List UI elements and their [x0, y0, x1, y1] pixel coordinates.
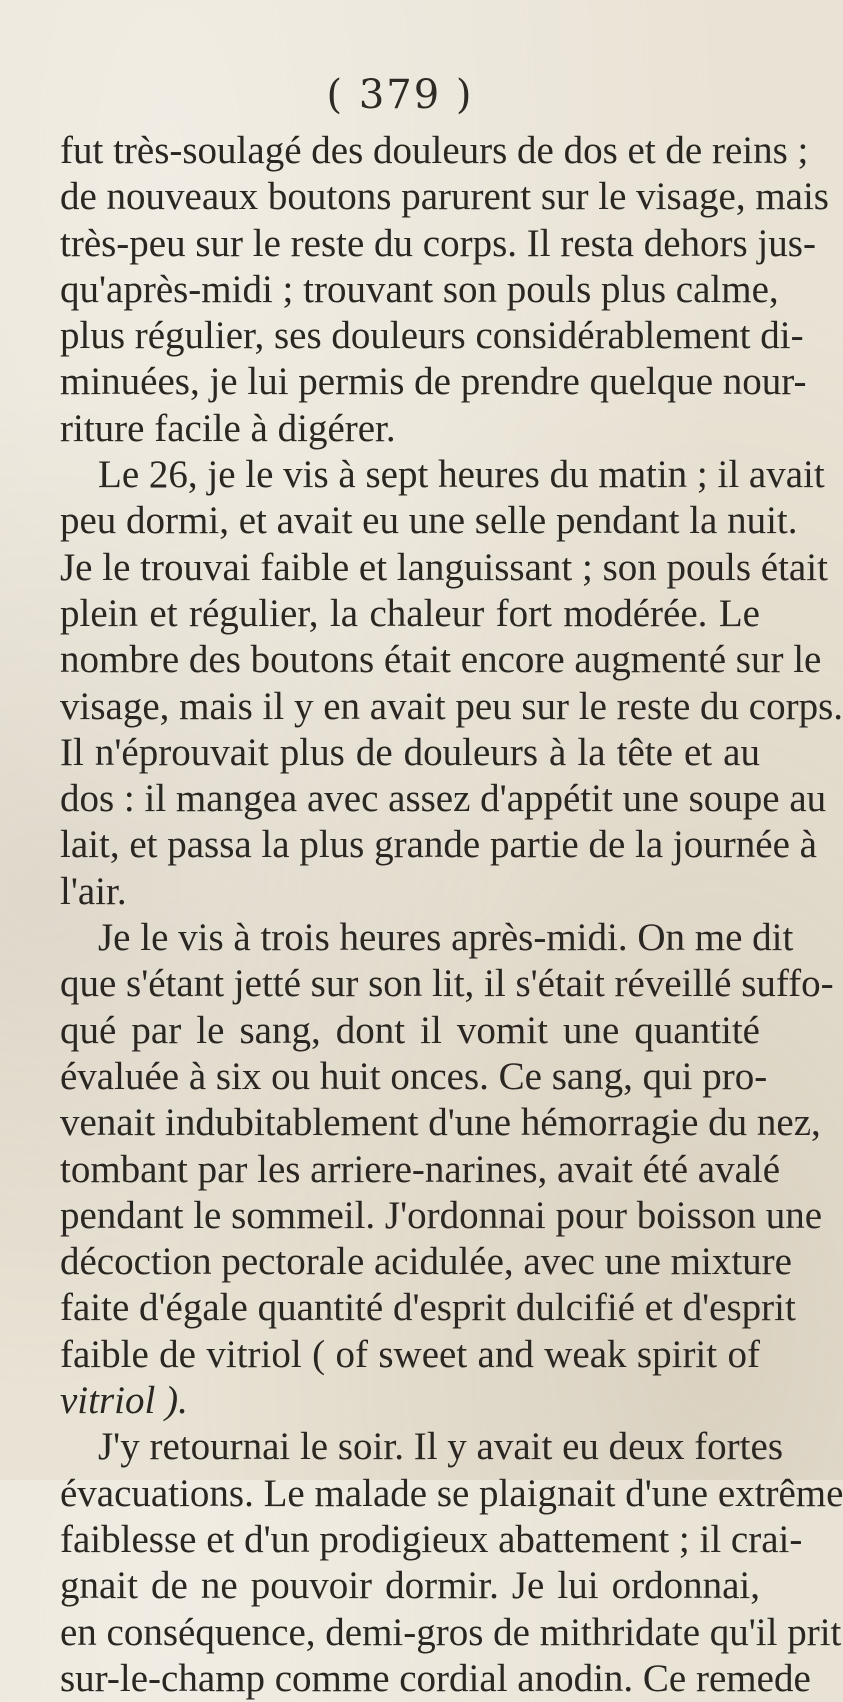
- text-line: faiblesse et d'un prodigieux abattement ; il crai-: [60, 1517, 803, 1561]
- page-number: ( 379 ): [326, 72, 474, 118]
- text-line: l'air.: [60, 869, 127, 913]
- body-text: [60, 128, 843, 1702]
- text-line: de nouveaux boutons parurent sur le visage, mais: [60, 175, 829, 219]
- text-line: faible de vitriol ( of sweet and weak spirit of: [60, 1332, 760, 1376]
- paragraph-1: [60, 128, 829, 452]
- text-line: riture facile à digérer.: [60, 406, 396, 450]
- text-line: sur-le-champ comme cordial anodin. Ce remede: [60, 1656, 811, 1700]
- text-line: décoction pectorale acidulée, avec une mixture: [60, 1240, 792, 1284]
- text-line: peu dormi, et avait eu une selle pendant la nuit.: [60, 499, 798, 543]
- text-line: J'y retournai le soir. Il y avait eu deux fortes: [98, 1425, 783, 1469]
- text-line: pendant le sommeil. J'ordonnai pour boisson une: [60, 1193, 823, 1237]
- text-line: nombre des boutons était encore augmenté sur le: [60, 638, 822, 682]
- text-line: très-peu sur le reste du corps. Il resta dehors jus-: [60, 221, 816, 265]
- text-line: Je le vis à trois heures après-midi. On me dit: [98, 916, 794, 960]
- text-line: évaluée à six ou huit onces. Ce sang, qui pro-: [60, 1054, 768, 1098]
- text-line: qué par le sang, dont il vomit une quantité: [60, 1008, 760, 1052]
- text-line: venait indubitablement d'une hémorragie du nez,: [60, 1101, 821, 1145]
- text-line: qu'après-midi ; trouvant son pouls plus calme,: [60, 267, 779, 311]
- paragraph-4: [60, 1424, 843, 1702]
- text-line: lait, et passa la plus grande partie de la journée à: [60, 823, 817, 867]
- text-line: faite d'égale quantité d'esprit dulcifié et d'esprit: [60, 1286, 796, 1330]
- text-line: Je le trouvai faible et languissant ; son pouls était: [60, 545, 828, 589]
- text-line: visage, mais il y en avait peu sur le reste du corps.: [60, 684, 843, 728]
- text-line: minuées, je lui permis de prendre quelque nour-: [60, 360, 807, 404]
- paragraph-2: [60, 452, 843, 915]
- text-line: gnait de ne pouvoir dormir. Je lui ordonnai,: [60, 1564, 760, 1608]
- text-line: vitriol ).: [60, 1379, 188, 1423]
- text-line: plus régulier, ses douleurs considérablement di-: [60, 314, 804, 358]
- text-line: dos : il mangea avec assez d'appétit une soupe au: [60, 777, 827, 821]
- text-line: Le 26, je le vis à sept heures du matin ; il avait: [98, 453, 825, 497]
- text-line: évacuations. Le malade se plaignait d'une extrême: [60, 1471, 843, 1515]
- paragraph-3: [60, 915, 834, 1424]
- text-line: fut très-soulagé des douleurs de dos et de reins ;: [60, 129, 809, 172]
- text-line: tombant par les arriere-narines, avait été avalé: [60, 1147, 781, 1191]
- text-line: que s'étant jetté sur son lit, il s'était réveillé suffo-: [60, 962, 834, 1006]
- text-line: Il n'éprouvait plus de douleurs à la tête et au: [60, 730, 760, 774]
- text-line: plein et régulier, la chaleur fort modérée. Le: [60, 591, 760, 635]
- text-line: en conséquence, demi-gros de mithridate qu'il prit: [60, 1610, 842, 1654]
